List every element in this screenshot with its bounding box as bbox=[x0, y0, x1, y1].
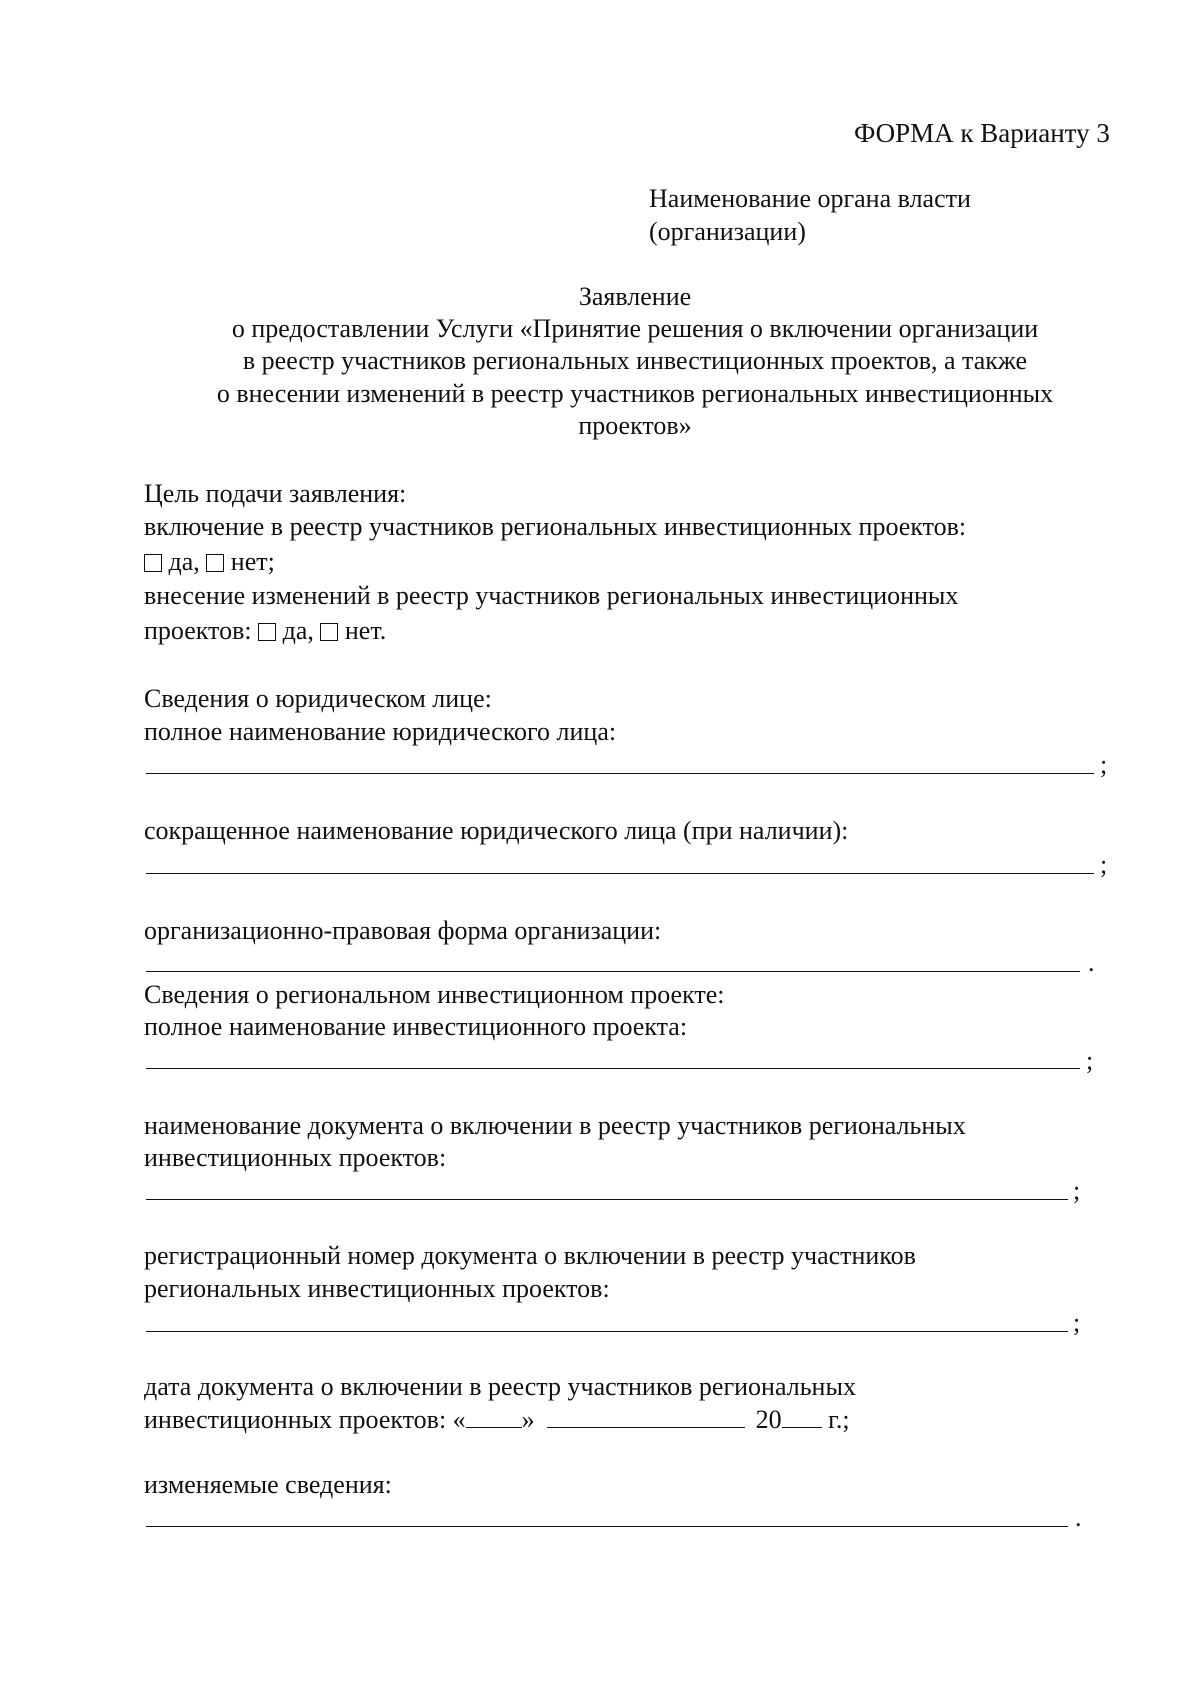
doc-name-label-line1: наименование документа о включении в реестр участников региональных bbox=[144, 1111, 966, 1140]
legal-entity-heading: Сведения о юридическом лице: bbox=[144, 684, 492, 713]
reg-no-semicolon: ; bbox=[1073, 1308, 1081, 1337]
inclusion-no-label: нет; bbox=[230, 547, 275, 576]
change-no-checkbox[interactable] bbox=[320, 623, 338, 641]
reg-no-label-line2: региональных инвестиционных проектов: bbox=[144, 1274, 610, 1303]
date-year-prefix: 20 bbox=[755, 1405, 782, 1434]
inclusion-yes-label: да, bbox=[168, 547, 200, 576]
reg-no-field[interactable] bbox=[146, 1331, 1068, 1332]
document-title: Заявление bbox=[578, 282, 692, 311]
inclusion-options bbox=[144, 549, 275, 575]
change-no-label: нет. bbox=[344, 616, 387, 645]
inclusion-label: включение в реестр участников региональных инвестиционных проектов: bbox=[144, 512, 967, 541]
date-month-field[interactable] bbox=[547, 1409, 745, 1428]
doc-name-field[interactable] bbox=[146, 1199, 1068, 1200]
change-label-line2: проектов: bbox=[144, 616, 252, 645]
title-line-1: о предоставлении Услуги «Принятие решения о включении организации bbox=[231, 314, 1039, 343]
project-full-name-semicolon: ; bbox=[1086, 1046, 1094, 1075]
change-label-line1: внесение изменений в реестр участников региональных инвестиционных bbox=[144, 581, 959, 610]
full-name-field[interactable] bbox=[146, 773, 1094, 774]
doc-name-semicolon: ; bbox=[1073, 1176, 1081, 1205]
project-heading: Сведения о региональном инвестиционном проекте: bbox=[144, 980, 725, 1009]
legal-form-period: . bbox=[1088, 948, 1095, 977]
short-name-field[interactable] bbox=[146, 873, 1094, 874]
change-yes-label: да, bbox=[282, 616, 314, 645]
title-line-4: проектов» bbox=[578, 411, 692, 440]
short-name-label: сокращенное наименование юридического лица (при наличии): bbox=[144, 816, 849, 845]
changed-info-field[interactable] bbox=[146, 1526, 1068, 1527]
date-line bbox=[144, 1407, 850, 1433]
legal-form-field[interactable] bbox=[146, 971, 1080, 972]
change-options bbox=[144, 618, 386, 644]
doc-name-label-line2: инвестиционных проектов: bbox=[144, 1143, 447, 1172]
full-name-semicolon: ; bbox=[1100, 750, 1108, 779]
project-full-name-field[interactable] bbox=[146, 1068, 1080, 1069]
date-quote-close: » bbox=[521, 1405, 535, 1434]
date-suffix: г.; bbox=[828, 1405, 850, 1434]
title-line-3: о внесении изменений в реестр участников региональных инвестиционных bbox=[216, 379, 1054, 408]
title-line-2: в реестр участников региональных инвестиционных проектов, а также bbox=[242, 346, 1028, 375]
project-full-name-label: полное наименование инвестиционного проекта: bbox=[144, 1012, 688, 1041]
authority-name-line1: Наименование органа власти bbox=[649, 184, 971, 213]
changed-info-label: изменяемые сведения: bbox=[144, 1470, 392, 1499]
date-label-line2: инвестиционных проектов: « bbox=[144, 1405, 466, 1434]
changed-info-period: . bbox=[1075, 1503, 1082, 1532]
form-label: ФОРМА к Варианту 3 bbox=[854, 118, 1110, 148]
date-label-line1: дата документа о включении в реестр участников региональных bbox=[144, 1372, 856, 1401]
inclusion-yes-checkbox[interactable] bbox=[144, 554, 162, 572]
reg-no-label-line1: регистрационный номер документа о включении в реестр участников bbox=[144, 1241, 916, 1270]
full-name-label: полное наименование юридического лица: bbox=[144, 717, 617, 746]
date-day-field[interactable] bbox=[466, 1409, 522, 1428]
authority-name-line2: (организации) bbox=[649, 217, 806, 246]
short-name-semicolon: ; bbox=[1100, 850, 1108, 879]
date-year-field[interactable] bbox=[782, 1409, 822, 1428]
legal-form-label: организационно-правовая форма организации: bbox=[144, 916, 662, 945]
purpose-heading: Цель подачи заявления: bbox=[144, 479, 407, 508]
inclusion-no-checkbox[interactable] bbox=[206, 554, 224, 572]
change-yes-checkbox[interactable] bbox=[258, 623, 276, 641]
